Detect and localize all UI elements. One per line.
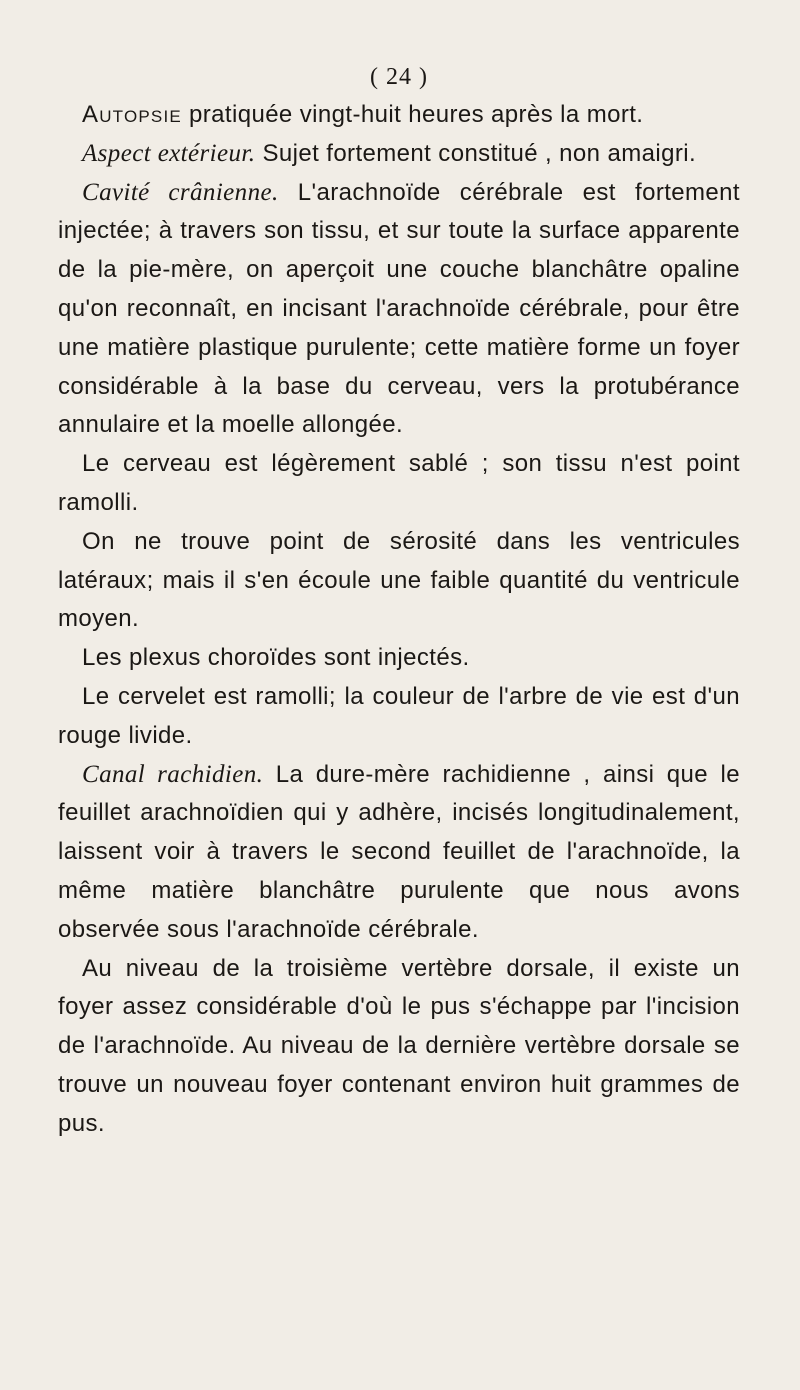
paragraph-text: L'arachnoïde cérébrale est fortement injectée; à travers son tissu, et sur toute la surface apparente de la pie-mère, on aperçoit une couche blanchâtre opaline qu'on reconnaît, en incisant l'arachnoïde cérébrale, pour être une matière plastique purulente; cette matière forme un foyer considérable à la base du cerveau, vers la protubérance annulaire et la moelle allongée. [58, 178, 740, 439]
paragraph-text: pratiquée vingt-huit heures après la mort. [181, 101, 644, 128]
paragraph-autopsy [58, 96, 740, 135]
body-text [58, 96, 740, 1144]
paragraph-text: Le cerveau est légèrement sablé ; son tissu n'est point ramolli. [58, 450, 740, 516]
paragraph-text: On ne trouve point de sérosité dans les ventricules latéraux; mais il s'en écoule une faible quantité du ventricule moyen. [58, 527, 740, 633]
paragraph-text: Le cervelet est ramolli; la couleur de l'arbre de vie est d'un rouge livide. [58, 682, 740, 749]
paragraph-text: Sujet fortement constitué , non amaigri. [255, 139, 697, 167]
paragraph-plexus [58, 639, 740, 678]
paragraph-text: Les plexus choroïdes sont injectés. [82, 644, 470, 672]
lead-word: Autopsie [82, 101, 182, 128]
paragraph-cerebellum [58, 678, 740, 756]
section-heading: Cavité crânienne. [82, 178, 279, 206]
paragraph-external-aspect [58, 135, 740, 174]
section-heading: Aspect extérieur. [82, 139, 256, 167]
paragraph-ventricles [58, 523, 740, 639]
paragraph-spinal-canal [58, 756, 740, 950]
paragraph-brain [58, 445, 740, 523]
paragraph-cranial-cavity [58, 174, 740, 446]
paragraph-text: Au niveau de la troisième vertèbre dorsale, il existe un foyer assez considérable d'où le pus s'échappe par l'incision de l'arachnoïde. Au niveau de la dernière vertèbre dorsale se trouve un nouveau foyer contenant environ huit grammes de pus. [58, 954, 740, 1137]
paragraph-text: La dure-mère rachidienne , ainsi que le feuillet arachnoïdien qui y adhère, incisés longitudinalement, laissent voir à travers le second feuillet de l'arachnoïde, la même matière blanchâtre purulente que nous avons observée sous l'arachnoïde cérébrale. [58, 760, 740, 943]
page-number: ( 24 ) [370, 64, 428, 90]
section-heading: Canal rachidien. [82, 760, 264, 788]
paragraph-dorsal-vertebra [58, 950, 740, 1144]
